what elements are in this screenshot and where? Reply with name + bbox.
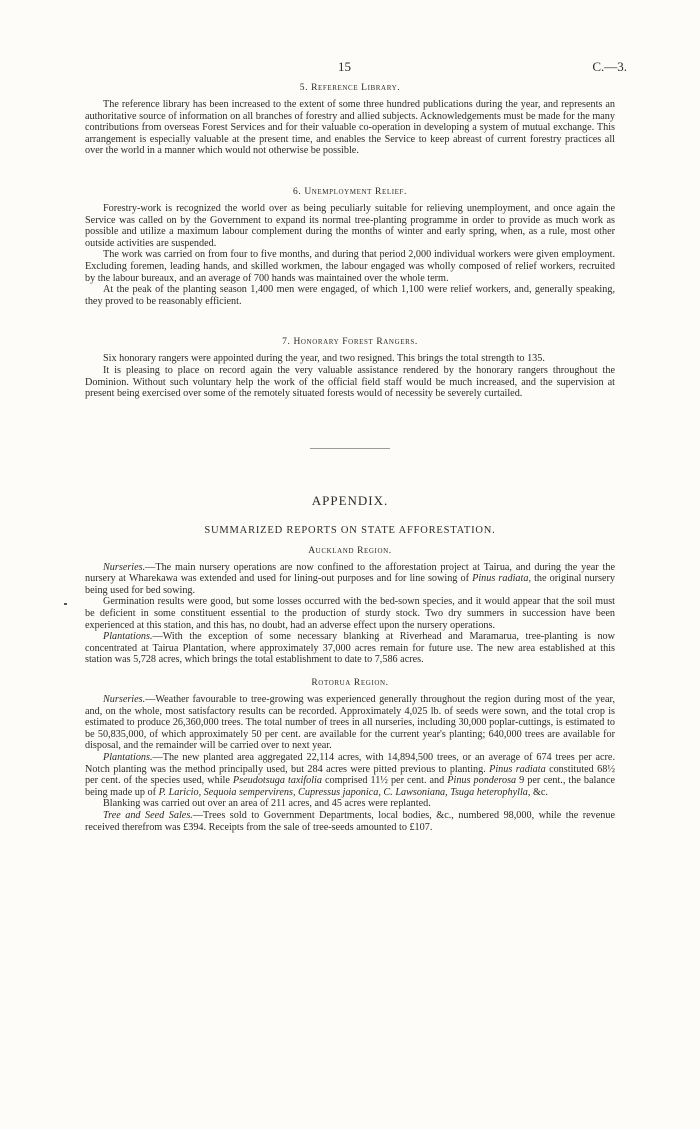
page-number: 15	[338, 59, 351, 74]
region-title-auckland: Auckland Region.	[308, 545, 392, 556]
run-in-heading: Plantations.	[103, 631, 153, 643]
paragraph: Forestry-work is recognized the world over as being peculiarly suitable for relieving unemployment, and once again the Service was called on by the Government to expand its normal tree-planting programme in order to provide as much work as possible and utilize a maximum labour complement during the months of winter and early spring, when, as a rule, most other outside activities are suspended.	[85, 202, 615, 249]
section-title-unemployment-relief: 6. Unemployment Relief.	[293, 186, 407, 197]
run-in-heading: Plantations.	[103, 752, 153, 763]
paragraph: Six honorary rangers were appointed during the year, and two resigned. This brings the total strength to 135.	[103, 353, 545, 365]
paragraph: Blanking was carried out over an area of 211 acres, and 45 acres were replanted.	[103, 798, 431, 810]
appendix-title: APPENDIX.	[311, 492, 389, 508]
paragraph-rotorua-nurseries: Nurseries.—Weather favourable to tree-growing was experienced generally throughout the region during most of the year, and, on the whole, most satisfactory results can be recorded. Approximately 4,025 lb. of seeds were sown, and the total crop is estimated to produce 26,360,000 trees. The total number of trees in all nurseries, including 30,000 poplar-cuttings, is estimated to be 50,835,000, of which approximately 50 per cent. are available for the current year's planting; 640,000 trees are available for disposal, and the remainder will be carried over to next year.	[85, 694, 615, 752]
run-in-heading: Tree and Seed Sales.	[103, 809, 193, 821]
paragraph-auckland-plantations: Plantations.—With the exception of some necessary blanking at Riverhead and Maramarua, tree-planting is now concentrated at Tairua Plantation, where approximately 37,000 acres remain for future use. The new area established at this station was 5,728 acres, which brings the total establishment to date to 7,586 acres.	[85, 631, 615, 666]
run-in-heading: Nurseries.	[103, 561, 146, 573]
paragraph-rotorua-plantations: Plantations.—The new planted area aggregated 22,114 acres, with 14,894,500 trees, or an average of 674 trees per acre. Notch planting was the method principally used, but 284 acres were pitted previous to planting. Pinus radiata constituted 68½ per cent. of the species used, while Pseudotsuga taxifolia comprised 11½ per cent. and Pinus ponderosa 9 per cent., the balance being made up of P. Laricio, Sequoia sempervirens, Cupressus japonica, C. Lawsoniana, Tsuga heterophylla, &c.	[85, 752, 616, 798]
paragraph: The reference library has been increased to the extent of some three hundred publications during the year, and represents an authoritative source of information on all branches of forestry and allied subjects. Acknowledgements must be made for the many contributions from overseas Forest Services and for their valuable co-operation in developing a system of mutual exchange. This arrangement is especially valuable at the present time, and enables the Service to keep abreast of current forestry practices all over the world in a manner which would not otherwise be possible.	[85, 99, 615, 157]
paragraph-auckland-nurseries: Nurseries.—The main nursery operations are now confined to the afforestation project at Tairua, and during the year the nursery at Wharekawa was extended and used for lining-out purposes and for line sowing of Pinus radiata, the original nursery being used for bed sowing.	[85, 561, 616, 596]
section-divider	[310, 448, 390, 449]
appendix-subtitle: SUMMARIZED REPORTS ON STATE AFFORESTATION.	[204, 524, 496, 536]
region-title-rotorua: Rotorua Region.	[311, 678, 389, 689]
document-page	[85, 55, 627, 833]
run-in-heading: Nurseries.	[103, 694, 146, 706]
document-reference: C.—3.	[592, 59, 627, 74]
section-title-honorary-forest-rangers: 7. Honorary Forest Rangers.	[282, 337, 418, 348]
stray-mark	[64, 603, 67, 605]
paragraph-rotorua-sales: Tree and Seed Sales.—Trees sold to Government Departments, local bodies, &c., numbered 98,000, while the revenue received therefrom was £394. Receipts from the sale of tree-seeds amounted to £107.	[85, 809, 615, 833]
paragraph: It is pleasing to place on record again the very valuable assistance rendered by the honorary rangers throughout the Dominion. Without such voluntary help the work of the official field staff would be much increased, and the supervision at present being exercised over some of the remotely situated forests would of necessity be severely curtailed.	[85, 364, 615, 400]
page-header	[85, 55, 627, 77]
paragraph: Germination results were good, but some losses occurred with the bed-sown species, and it would appear that the soil must be deficient in some constituent essential to the production of sturdy stock. Two dry summers in succession have been experienced at this station, and this has, no doubt, had an adverse effect upon the nursery operations.	[85, 596, 615, 631]
paragraph: At the peak of the planting season 1,400 men were engaged, of which 1,100 were relief workers, and, generally speaking, they proved to be reasonably efficient.	[85, 284, 615, 307]
section-title-reference-library: 5. Reference Library.	[299, 83, 401, 93]
paragraph: The work was carried on from four to five months, and during that period 2,000 individual workers were given employment. Excluding foremen, leading hands, and skilled workmen, the labour engaged was wholly composed of relief workers, recruited by the labour bureaux, and an average of 700 hands was maintained over the whole term.	[85, 249, 615, 284]
